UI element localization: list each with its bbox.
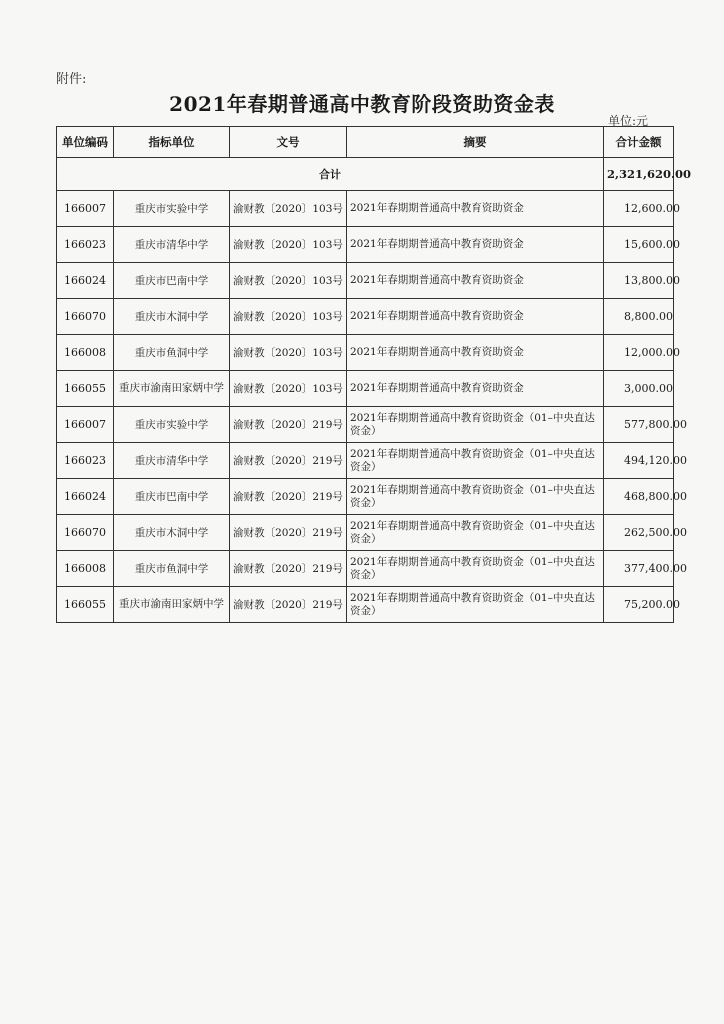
cell-summary: 2021年春期期普通高中教育资助资金（01–中央直达资金）	[347, 515, 604, 551]
cell-amount: 75,200.00	[604, 587, 674, 623]
cell-doc: 渝财教〔2020〕219号	[230, 515, 347, 551]
cell-code: 166070	[57, 299, 114, 335]
cell-unit: 重庆市鱼洞中学	[114, 551, 230, 587]
cell-doc: 渝财教〔2020〕103号	[230, 263, 347, 299]
cell-summary: 2021年春期期普通高中教育资助资金	[347, 335, 604, 371]
cell-code: 166070	[57, 515, 114, 551]
table-row	[57, 407, 674, 443]
cell-code: 166023	[57, 443, 114, 479]
table-row	[57, 335, 674, 371]
cell-amount: 12,600.00	[604, 191, 674, 227]
table-row	[57, 515, 674, 551]
cell-code: 166055	[57, 371, 114, 407]
cell-summary: 2021年春期期普通高中教育资助资金（01–中央直达资金）	[347, 479, 604, 515]
cell-amount: 15,600.00	[604, 227, 674, 263]
total-row	[57, 158, 674, 191]
cell-doc: 渝财教〔2020〕219号	[230, 587, 347, 623]
cell-amount: 13,800.00	[604, 263, 674, 299]
table-row	[57, 551, 674, 587]
table-row	[57, 479, 674, 515]
cell-doc: 渝财教〔2020〕219号	[230, 551, 347, 587]
cell-code: 166008	[57, 551, 114, 587]
cell-unit: 重庆市渝南田家炳中学	[114, 371, 230, 407]
cell-amount: 8,800.00	[604, 299, 674, 335]
cell-amount: 262,500.00	[604, 515, 674, 551]
attachment-label: 附件:	[56, 72, 87, 87]
column-header-summary: 摘要	[347, 127, 604, 158]
cell-unit: 重庆市木洞中学	[114, 515, 230, 551]
cell-doc: 渝财教〔2020〕103号	[230, 191, 347, 227]
cell-unit: 重庆市实验中学	[114, 191, 230, 227]
cell-doc: 渝财教〔2020〕103号	[230, 371, 347, 407]
cell-unit: 重庆市巴南中学	[114, 479, 230, 515]
cell-doc: 渝财教〔2020〕103号	[230, 299, 347, 335]
cell-doc: 渝财教〔2020〕219号	[230, 443, 347, 479]
cell-unit: 重庆市清华中学	[114, 443, 230, 479]
table-row	[57, 227, 674, 263]
table-row	[57, 587, 674, 623]
cell-code: 166024	[57, 479, 114, 515]
unit-label: 单位:元	[608, 114, 649, 128]
cell-summary: 2021年春期期普通高中教育资助资金	[347, 227, 604, 263]
cell-unit: 重庆市木洞中学	[114, 299, 230, 335]
cell-amount: 468,800.00	[604, 479, 674, 515]
cell-summary: 2021年春期期普通高中教育资助资金（01–中央直达资金）	[347, 443, 604, 479]
total-label: 合计	[57, 158, 604, 191]
cell-code: 166007	[57, 191, 114, 227]
total-amount: 2,321,620.00	[604, 158, 674, 191]
column-header-code: 单位编码	[57, 127, 114, 158]
cell-summary: 2021年春期期普通高中教育资助资金	[347, 191, 604, 227]
cell-unit: 重庆市实验中学	[114, 407, 230, 443]
cell-summary: 2021年春期期普通高中教育资助资金（01–中央直达资金）	[347, 551, 604, 587]
cell-doc: 渝财教〔2020〕219号	[230, 407, 347, 443]
column-header-amount: 合计金额	[604, 127, 674, 158]
cell-doc: 渝财教〔2020〕103号	[230, 227, 347, 263]
column-header-doc: 文号	[230, 127, 347, 158]
cell-unit: 重庆市鱼洞中学	[114, 335, 230, 371]
table-row	[57, 263, 674, 299]
cell-summary: 2021年春期期普通高中教育资助资金	[347, 263, 604, 299]
cell-code: 166007	[57, 407, 114, 443]
cell-code: 166023	[57, 227, 114, 263]
table-header-row	[57, 127, 674, 158]
table-row	[57, 443, 674, 479]
cell-summary: 2021年春期期普通高中教育资助资金（01–中央直达资金）	[347, 407, 604, 443]
cell-amount: 494,120.00	[604, 443, 674, 479]
table-row	[57, 371, 674, 407]
table-row	[57, 299, 674, 335]
cell-unit: 重庆市清华中学	[114, 227, 230, 263]
cell-summary: 2021年春期期普通高中教育资助资金（01–中央直达资金）	[347, 587, 604, 623]
cell-code: 166024	[57, 263, 114, 299]
cell-doc: 渝财教〔2020〕219号	[230, 479, 347, 515]
cell-doc: 渝财教〔2020〕103号	[230, 335, 347, 371]
cell-unit: 重庆市渝南田家炳中学	[114, 587, 230, 623]
cell-summary: 2021年春期期普通高中教育资助资金	[347, 371, 604, 407]
document-title: 2021年春期普通高中教育阶段资助资金表	[169, 92, 555, 116]
table-row	[57, 191, 674, 227]
cell-amount: 577,800.00	[604, 407, 674, 443]
cell-code: 166055	[57, 587, 114, 623]
cell-amount: 3,000.00	[604, 371, 674, 407]
cell-amount: 377,400.00	[604, 551, 674, 587]
cell-code: 166008	[57, 335, 114, 371]
cell-unit: 重庆市巴南中学	[114, 263, 230, 299]
cell-amount: 12,000.00	[604, 335, 674, 371]
funding-table	[56, 126, 692, 623]
column-header-unit: 指标单位	[114, 127, 230, 158]
cell-summary: 2021年春期期普通高中教育资助资金	[347, 299, 604, 335]
